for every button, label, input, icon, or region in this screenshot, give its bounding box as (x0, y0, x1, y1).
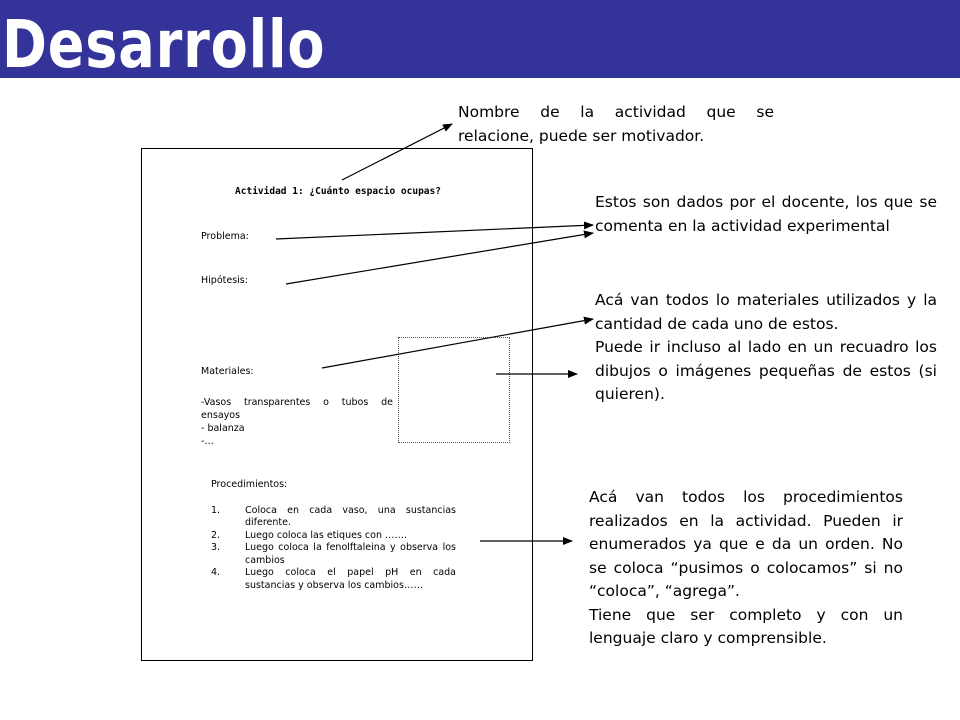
images-note: Puede ir incluso al lado en un recuadro los dibujos o imágenes pequeñas de estos (si quieren). (595, 338, 937, 403)
activity-title: Actividad 1: ¿Cuánto espacio ocupas? (235, 186, 441, 197)
procedures-note-2: Tiene que ser completo y con un lenguaje claro y comprensible. (589, 605, 903, 647)
arrow-problem (276, 225, 593, 239)
materials-label: Materiales: (201, 366, 254, 377)
arrow-materials (322, 319, 593, 368)
procedure-step: 1. Coloca en cada vaso, una sustancias diferente. (211, 504, 456, 528)
hypothesis-label: Hipótesis: (201, 275, 248, 286)
arrow-hypothesis (286, 233, 593, 284)
materials-item: -… (201, 436, 214, 447)
procedure-step: 4. Luego coloca el papel pH en cada sustancias y observa los cambios…… (211, 567, 456, 591)
procedures-label: Procedimientos: (211, 479, 288, 490)
procedures-note: Acá van todos los procedimientos realizados en la actividad. Pueden ir enumerados ya que e da un orden. No se coloca “pusimos o colocamos” si no “coloca”, “agrega”. (589, 488, 903, 600)
materials-item: - balanza (201, 423, 245, 434)
title-annotation: Nombre de la actividad que se relacione, puede ser motivador. (458, 103, 774, 145)
arrow-title (342, 124, 452, 180)
procedure-step: 3. Luego coloca la fenolftaleina y observa los cambios (211, 542, 456, 566)
procedure-step: 2. Luego coloca las etiques con ……. (211, 529, 408, 541)
page-title: Desarrollo (2, 6, 326, 83)
problem-label: Problema: (201, 231, 249, 242)
materials-note: Acá van todos lo materiales utilizados y la cantidad de cada uno de estos. (595, 291, 937, 333)
problem-annotation: Estos son dados por el docente, los que se comenta en la actividad experimental (595, 193, 937, 235)
materials-item: -Vasos transparentes o tubos de ensayos (201, 397, 393, 421)
